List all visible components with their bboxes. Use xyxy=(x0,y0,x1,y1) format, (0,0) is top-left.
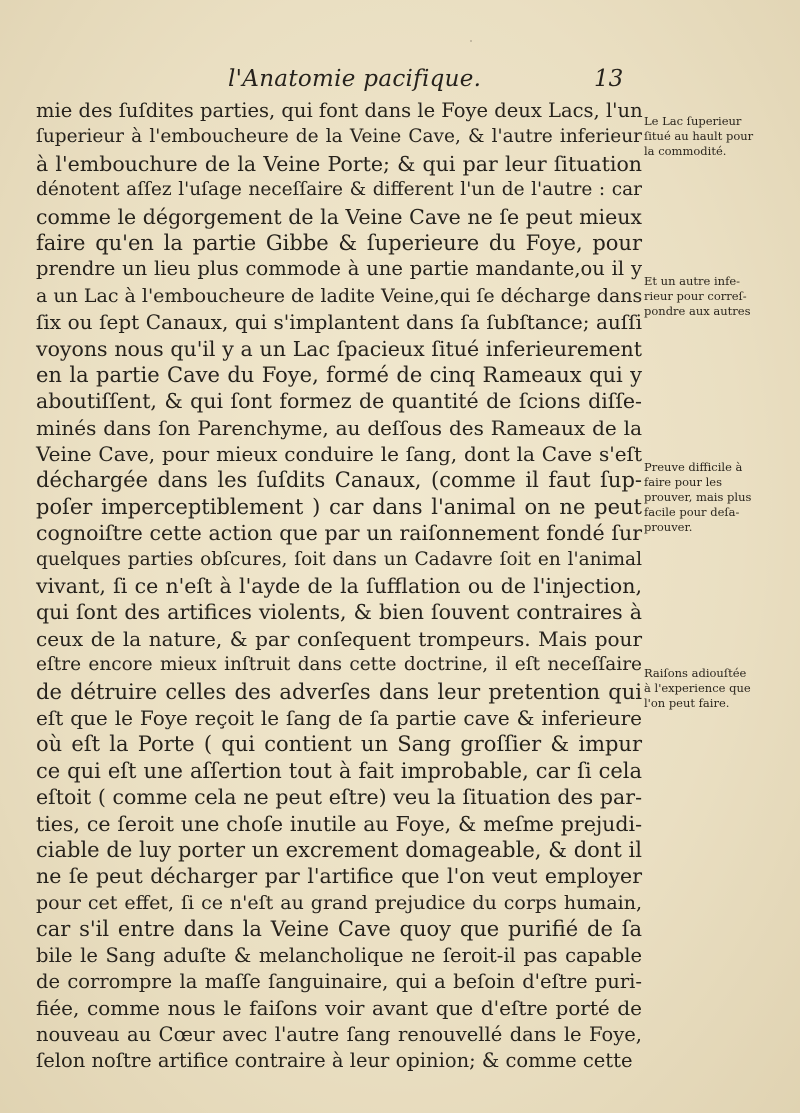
text-line: car s'il entre dans la Veine Cave quoy que purifié de ſa xyxy=(36,917,642,942)
text-line: où eſt la Porte ( qui contient un Sang groſſier & impur xyxy=(36,732,642,757)
text-line: eſtoit ( comme cela ne peut eſtre) veu la ſituation des par- xyxy=(36,785,642,810)
text-line: quelques parties obſcures, ſoit dans un Cadavre ſoit en l'animal xyxy=(36,548,642,570)
margin-note-line: faire pour les xyxy=(644,475,722,489)
text-line: dénotent aſſez l'uſage neceſſaire & different l'un de l'autre : car xyxy=(36,179,642,201)
running-title: l'Anatomie pacifique. xyxy=(228,66,482,92)
text-line: ſuperieur à l'emboucheure de la Veine Cave, & l'autre inferieur xyxy=(36,126,642,148)
margin-note-line: pondre aux autres xyxy=(644,304,751,318)
text-line: cognoiſtre cette action que par un raiſonnement fondé ſur xyxy=(36,521,642,546)
text-line: ne ſe peut décharger par l'artifice que l'on veut employer xyxy=(36,864,642,889)
margin-note-difficult-proof xyxy=(644,460,798,535)
margin-note-upper-lake xyxy=(644,114,798,159)
margin-note-lower-lake xyxy=(644,274,798,319)
text-line: de détruire celles des adverſes dans leur pretention qui xyxy=(36,679,642,704)
text-line: nouveau au Cœur avec l'autre ſang renouvellé dans le Foye, xyxy=(36,1022,642,1046)
text-line: en la partie Cave du Foye, formé de cinq Rameaux qui y xyxy=(36,362,642,387)
main-text-block xyxy=(36,98,642,1074)
text-line: faire qu'en la partie Gibbe & ſuperieure du Foye, pour xyxy=(36,230,642,255)
text-line: comme le dégorgement de la Veine Cave ne ſe peut mieux xyxy=(36,204,642,229)
page-number: 13 xyxy=(594,66,624,92)
margin-note-line: ſitué au hault pour xyxy=(644,129,754,143)
text-line: prendre un lieu plus commode à une partie mandante,ou il y xyxy=(36,257,642,281)
text-line: ceux de la nature, & par conſequent trompeurs. Mais pour xyxy=(36,626,642,651)
text-line: déchargée dans les ſuſdits Canaux, (comme il faut ſup- xyxy=(36,468,642,493)
margin-note-line: à l'experience que xyxy=(644,681,751,695)
running-head xyxy=(0,66,800,100)
text-line: ſelon noſtre artifice contraire à leur opinion; & comme cette xyxy=(36,1049,633,1073)
margin-note-added-reasons xyxy=(644,666,798,711)
text-line: ciable de luy porter un excrement domageable, & dont il xyxy=(36,837,642,862)
text-line: qui ſont des artifices violents, & bien ſouvent contraires à xyxy=(36,600,642,625)
text-line: ties, ce ſeroit une choſe inutile au Foye, & meſme prejudi- xyxy=(36,811,642,836)
margin-note-line: Preuve difficile à xyxy=(644,460,743,474)
margin-note-line: Et un autre infe- xyxy=(644,274,741,288)
margin-note-line: prouver, mais plus xyxy=(644,490,752,504)
margin-note-line: l'on peut faire. xyxy=(644,696,730,710)
text-line: poſer imperceptiblement ) car dans l'animal on ne peut xyxy=(36,494,642,519)
text-line: eſtre encore mieux inſtruit dans cette doctrine, il eſt neceſſaire xyxy=(36,654,642,676)
margin-note-line: la commodité. xyxy=(644,144,727,158)
margin-note-line: facile pour deſa- xyxy=(644,505,740,519)
text-line: bile le Sang aduſte & melancholique ne ſeroit-il pas capable xyxy=(36,943,642,967)
text-line: mie des ſuſdites parties, qui font dans le Foye deux Lacs, l'un xyxy=(36,99,643,122)
text-line: aboutiſſent, & qui ſont formez de quantité de ſcions diſſe- xyxy=(36,389,642,414)
paper-mark xyxy=(470,40,472,42)
text-line: ſix ou ſept Canaux, qui s'implantent dans ſa ſubſtance; auſſi xyxy=(36,310,642,335)
text-line: minés dans ſon Parenchyme, au deſſous des Rameaux de la xyxy=(36,415,642,440)
text-line: eſt que le Foye reçoit le ſang de ſa partie cave & inferieure xyxy=(36,705,642,730)
margin-note-line: rieur pour correſ- xyxy=(644,289,747,303)
text-line: de corrompre la maſſe ſanguinaire, qui a beſoin d'eſtre puri- xyxy=(36,969,642,993)
text-line: à l'embouchure de la Veine Porte; & qui par leur ſituation xyxy=(36,151,642,176)
text-line: voyons nous qu'il y a un Lac ſpacieux ſitué inferieurement xyxy=(36,336,642,361)
text-line: pour cet effet, ſi ce n'eſt au grand prejudice du corps humain, xyxy=(36,891,642,914)
text-line: fiée, comme nous le faiſons voir avant que d'eſtre porté de xyxy=(36,996,642,1021)
text-line: Veine Cave, pour mieux conduire le ſang, dont la Cave s'eſt xyxy=(36,442,642,467)
margin-note-line: Raiſons adiouſtée xyxy=(644,666,747,680)
text-line: ce qui eſt une aſſertion tout à fait improbable, car ſi cela xyxy=(36,758,642,783)
text-line: a un Lac à l'emboucheure de ladite Veine,qui ſe décharge dans xyxy=(36,284,643,307)
margin-note-line: Le Lac ſuperieur xyxy=(644,114,742,128)
text-line: vivant, ſi ce n'eſt à l'ayde de la ſufflation ou de l'injection, xyxy=(36,574,642,599)
margin-note-line: prouver. xyxy=(644,520,693,534)
